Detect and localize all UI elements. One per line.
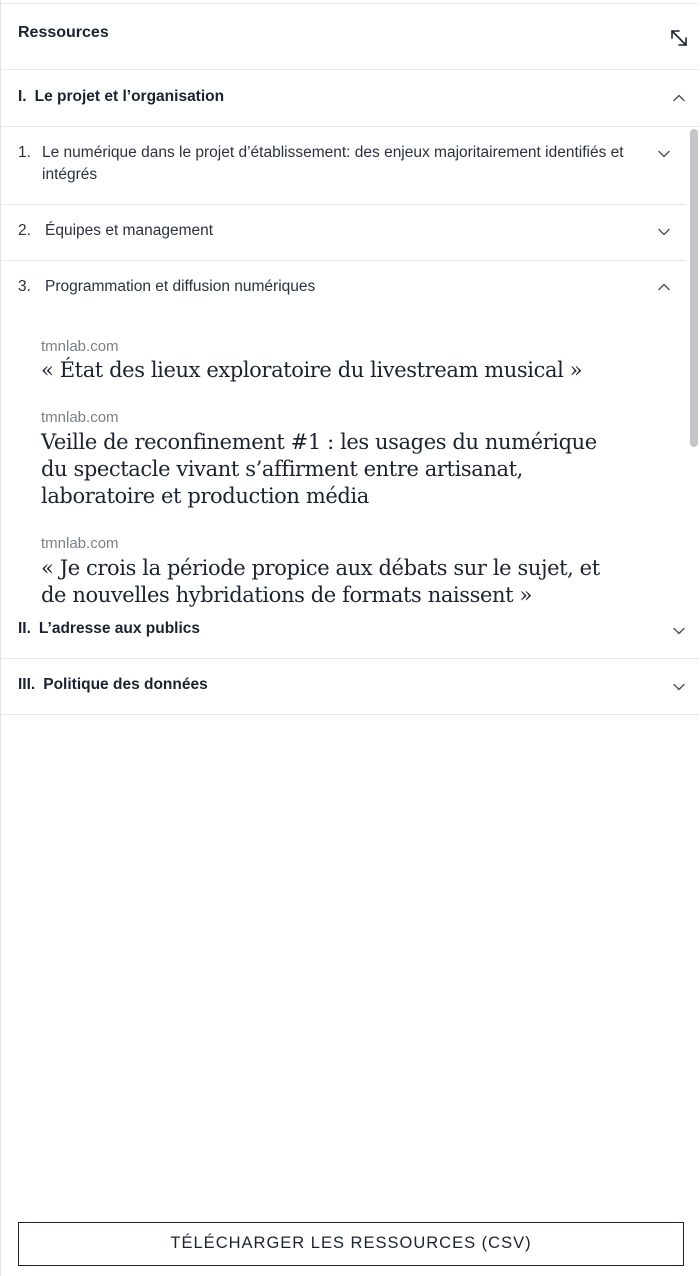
section-number: I. (18, 88, 27, 105)
section-number: II. (18, 620, 31, 637)
section-label: Le projet et l’organisation (34, 88, 225, 105)
chevron-down-icon[interactable] (657, 149, 671, 159)
section-header-donnees[interactable] (1, 659, 699, 715)
chevron-up-icon[interactable] (657, 282, 671, 292)
section-label: L’adresse aux publics (38, 620, 201, 637)
section-content-scroll[interactable] (1, 127, 699, 607)
section-label: Politique des données (43, 676, 208, 693)
chevron-up-icon[interactable] (672, 93, 686, 103)
expand-diagonal-icon[interactable] (667, 26, 691, 50)
subsection-2[interactable] (1, 205, 686, 261)
resource-source: tmnlab.com (41, 535, 119, 552)
section-header-projet[interactable] (1, 70, 699, 127)
subsection-3[interactable] (1, 261, 686, 317)
download-csv-button[interactable]: TÉLÉCHARGER LES RESSOURCES (CSV) (18, 1222, 684, 1266)
subsection-number: 2. (18, 222, 31, 239)
resource-source: tmnlab.com (41, 338, 119, 355)
resource-link[interactable]: « État des lieux exploratoire du livestream musical » (41, 358, 583, 382)
subsection-1[interactable] (1, 127, 686, 205)
subsection-label: Équipes et management (45, 222, 214, 239)
scrollbar-thumb[interactable] (690, 129, 698, 447)
subsection-number: 3. (18, 278, 31, 295)
resource-link[interactable]: Veille de reconfinement #1 : les usages du numérique du spectacle vivant s’affirment entre artisanat, laboratoire et production média (41, 430, 597, 508)
panel-header (1, 3, 699, 70)
resource-link[interactable]: « Je crois la période propice aux débats sur le sujet, et de nouvelles hybridations de formats naissent » (41, 556, 600, 607)
resource-source: tmnlab.com (41, 409, 119, 426)
chevron-down-icon[interactable] (672, 626, 686, 636)
chevron-down-icon[interactable] (672, 682, 686, 692)
chevron-down-icon[interactable] (657, 227, 671, 237)
section-number: III. (18, 676, 36, 693)
subsection-label: Programmation et diffusion numériques (45, 278, 316, 295)
subsection-number: 1. (18, 144, 31, 161)
section-header-publics[interactable] (1, 602, 699, 659)
subsection-label: Le numérique dans le projet d’établissement: des enjeux majoritairement identifiés et intégrés (42, 144, 624, 183)
panel-title: Ressources (18, 24, 109, 41)
